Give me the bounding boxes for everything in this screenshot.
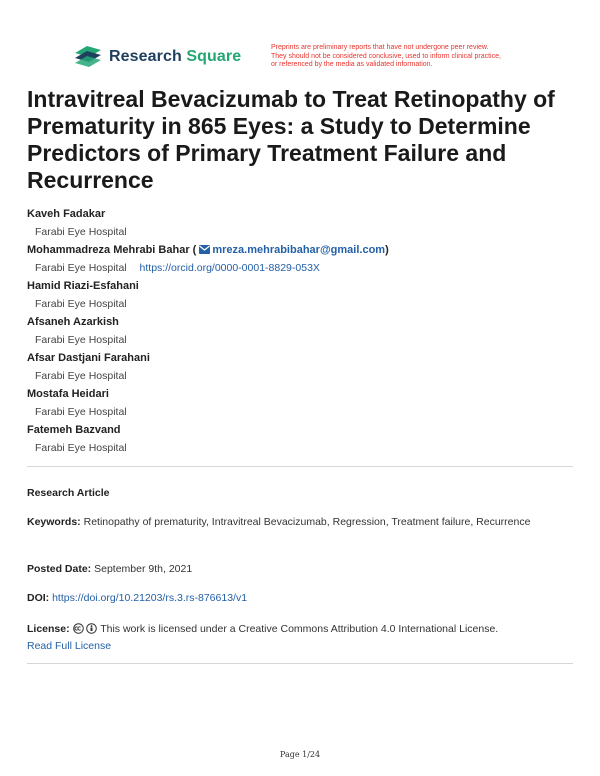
author-name-corresponding: Mohammadreza Mehrabi Bahar ( mreza.mehrabibahar@gmail.com) bbox=[27, 244, 389, 256]
author-affiliation: Farabi Eye Hospital bbox=[35, 406, 127, 418]
research-square-logo[interactable] bbox=[73, 45, 241, 69]
read-full-license-link[interactable]: Read Full License bbox=[27, 640, 112, 652]
author-affiliation: Farabi Eye Hospital bbox=[35, 442, 127, 454]
disclaimer-line: Preprints are preliminary reports that have not undergone peer review. bbox=[271, 44, 489, 51]
divider bbox=[27, 663, 573, 664]
author-email-link[interactable]: mreza.mehrabibahar@gmail.com bbox=[212, 244, 386, 256]
author-name: Hamid Riazi-Esfahani bbox=[27, 280, 139, 292]
header bbox=[73, 44, 573, 78]
preprint-disclaimer bbox=[271, 44, 571, 70]
author-affiliation: Farabi Eye Hospital bbox=[35, 262, 127, 274]
logo-wordmark bbox=[109, 48, 241, 66]
posted-date-section bbox=[27, 561, 572, 578]
doi-link[interactable]: https://doi.org/10.21203/rs.3.rs-876613/v1 bbox=[52, 592, 248, 604]
license-label: License: bbox=[27, 623, 70, 635]
page-number: Page 1/24 bbox=[279, 750, 321, 759]
doi-label: DOI: bbox=[27, 592, 50, 604]
orcid-link[interactable]: https://orcid.org/0000-0001-8829-053X bbox=[139, 262, 320, 274]
author-name: Fatemeh Bazvand bbox=[27, 424, 121, 436]
keywords-value: Retinopathy of prematurity, Intravitreal Bevacizumab, Regression, Treatment failure, Recurrence bbox=[83, 516, 531, 528]
article-type-label: Research Article bbox=[27, 487, 110, 499]
paper-title: Intravitreal Bevacizumab to Treat Retinopathy of Prematurity in 865 Eyes: a Study to Determine Predictors of Primary Treatment Failure and Recurrence bbox=[27, 86, 555, 193]
author-affiliation: Farabi Eye Hospital bbox=[35, 298, 127, 310]
posted-date-value: September 9th, 2021 bbox=[94, 563, 193, 575]
author-affiliation: Farabi Eye Hospital bbox=[35, 226, 127, 238]
disclaimer-line: or referenced by the media as validated information. bbox=[271, 61, 433, 68]
license-section bbox=[27, 621, 572, 655]
author-name: Afsaneh Azarkish bbox=[27, 316, 119, 328]
author-name: Mohammadreza Mehrabi Bahar bbox=[27, 244, 190, 256]
attribution-icon bbox=[86, 623, 97, 634]
author-affiliation-row bbox=[27, 259, 572, 277]
license-text: This work is licensed under a Creative Commons Attribution 4.0 International License. bbox=[100, 623, 499, 635]
logo-word-square: Square bbox=[186, 48, 242, 65]
author-name: Mostafa Heidari bbox=[27, 388, 109, 400]
envelope-icon bbox=[199, 245, 210, 254]
author-name: Kaveh Fadakar bbox=[27, 208, 106, 220]
doi-section bbox=[27, 590, 572, 607]
article-type bbox=[27, 485, 572, 502]
keywords-label: Keywords: bbox=[27, 516, 81, 528]
author-name: Afsar Dastjani Farahani bbox=[27, 352, 150, 364]
research-square-logo-icon bbox=[73, 45, 103, 69]
divider bbox=[27, 466, 573, 467]
author-list bbox=[27, 205, 572, 457]
author-affiliation: Farabi Eye Hospital bbox=[35, 334, 127, 346]
keywords-section bbox=[27, 514, 572, 531]
disclaimer-line: They should not be considered conclusive, used to inform clinical practice, bbox=[271, 52, 501, 60]
creative-commons-icon bbox=[73, 623, 84, 634]
author-affiliation: Farabi Eye Hospital bbox=[35, 370, 127, 382]
posted-date-label: Posted Date: bbox=[27, 563, 92, 575]
logo-word-research: Research bbox=[109, 48, 182, 65]
